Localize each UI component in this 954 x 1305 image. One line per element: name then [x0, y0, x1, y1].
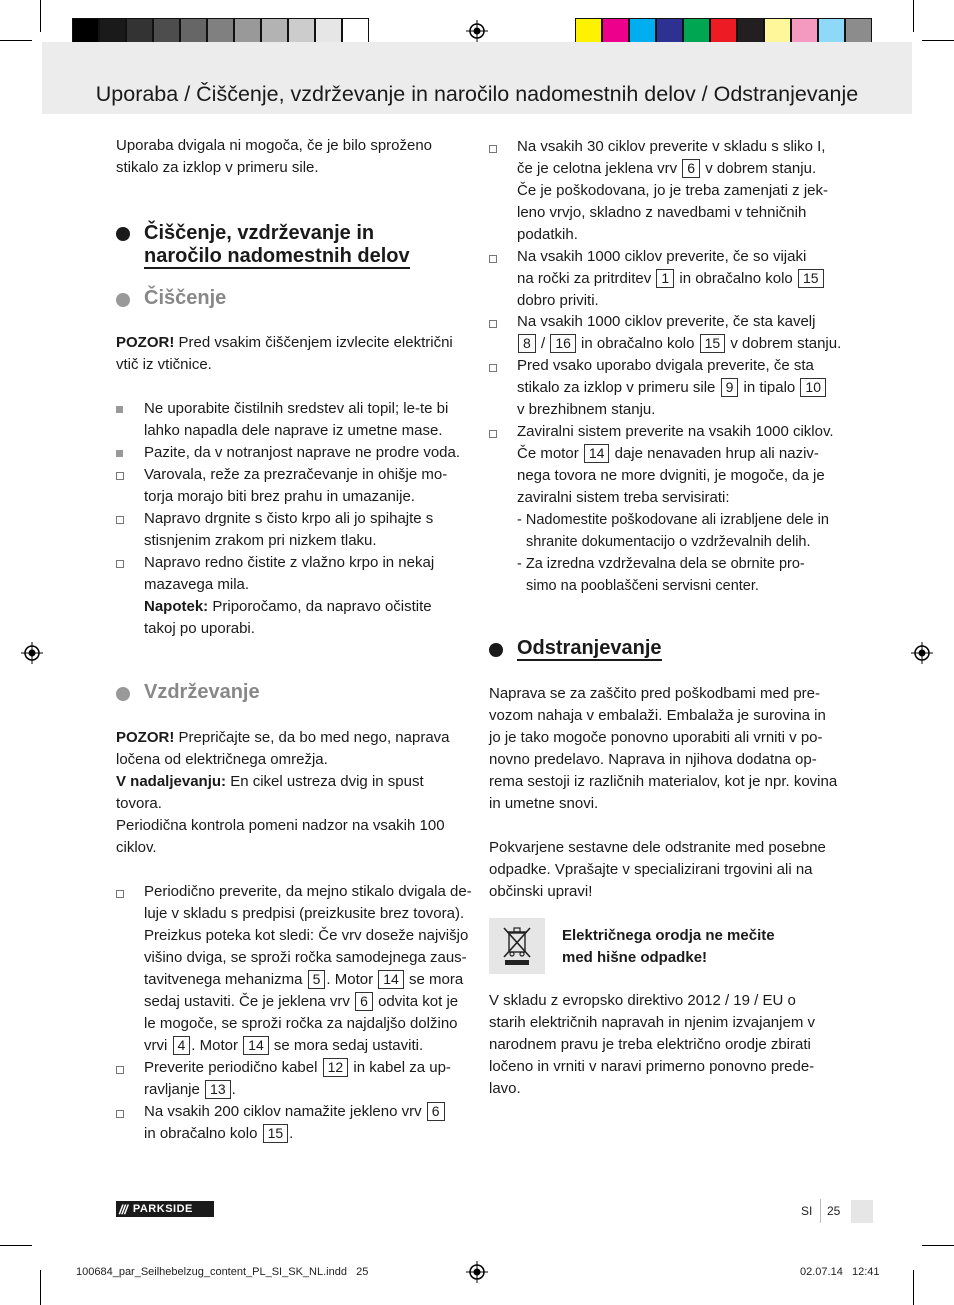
list-item — [144, 881, 474, 1057]
registration-mark-icon — [466, 20, 488, 42]
list-item — [517, 246, 847, 312]
list-text: se mora — [404, 971, 464, 988]
brand-stripes-icon: /// — [119, 1201, 127, 1217]
section-heading-disposal — [517, 637, 662, 660]
list-text: Napravo redno čistite z vlažno krpo in nekaj — [144, 554, 435, 571]
list-text: Če je poškodovana, jo je treba zamenjati z jek- — [517, 182, 829, 199]
part-number: 6 — [682, 159, 700, 178]
paragraph-line: vozom nahaja v embalaži. Embalaža je surovina in — [489, 707, 826, 724]
list-text: luje v skladu s predpisi (preizkusite brez tovora). — [144, 905, 465, 922]
list-text: na ročki za pritrditev — [517, 270, 652, 287]
list-text: daje nenavaden hrup ali naziv- — [610, 445, 819, 462]
heading-bullet-icon — [116, 687, 130, 701]
list-text: Na vsakih 1000 ciklov preverite, če sta kavelj — [517, 313, 816, 330]
weee-warning — [562, 925, 862, 969]
list-text: sedaj ustaviti. Če je jeklena vrv — [144, 993, 350, 1010]
list-text: v brezhibnem stanju. — [517, 401, 656, 418]
checkbox-bullet-icon — [489, 430, 497, 438]
part-number: 4 — [173, 1036, 191, 1055]
color-swatch — [602, 18, 629, 45]
list-text: Varovala, reže za prezračevanje in ohišje mo- — [144, 466, 448, 483]
color-swatch — [629, 18, 656, 45]
warning-text: Prepričajte se, da bo med nego, naprava — [174, 729, 450, 746]
square-bullet-icon — [116, 450, 123, 457]
list-text: Na vsakih 1000 ciklov preverite, če so vijaki — [517, 248, 807, 265]
list-item — [144, 442, 474, 464]
part-number: 6 — [355, 992, 373, 1011]
language-code: SI — [801, 1204, 813, 1218]
list-text: Na vsakih 30 ciklov preverite v skladu s sliko I, — [517, 138, 826, 155]
gray-swatch — [126, 18, 153, 45]
paragraph-line: rema sestoji iz različnih materialov, kot je npr. kovina — [489, 773, 838, 790]
registration-mark-icon — [21, 642, 43, 664]
intro-text: Uporaba dvigala ni mogoča, če je bilo sproženo stikalo za izklop v primeru sile. — [116, 137, 433, 176]
gray-swatch — [261, 18, 288, 45]
paragraph-line: Naprava se za zaščito pred poškodbami med pre- — [489, 685, 820, 702]
print-date: 02.07.14 12:41 — [800, 1266, 880, 1278]
color-swatch — [575, 18, 602, 45]
tip-label: Napotek: — [144, 598, 209, 615]
checkbox-bullet-icon — [116, 472, 124, 480]
list-item — [517, 311, 847, 355]
heading-line-2: naročilo nadomestnih delov — [144, 245, 410, 267]
disposal-paragraph-1 — [489, 683, 849, 815]
list-item — [517, 421, 847, 597]
crop-mark — [0, 40, 32, 41]
list-text: ravljanje — [144, 1081, 200, 1098]
list-text: leno vrvjo, skladno z navedbami v tehničnih — [517, 204, 807, 221]
list-text: in obračalno kolo — [576, 335, 695, 352]
color-swatch — [710, 18, 737, 45]
checkbox-bullet-icon — [489, 145, 497, 153]
brand-name: PARKSIDE — [132, 1203, 193, 1215]
checkbox-bullet-icon — [489, 255, 497, 263]
paragraph-line: narodnem pravu je treba električno orodje zbirati — [489, 1036, 811, 1053]
list-item — [144, 552, 474, 596]
paragraph-line: Pokvarjene sestavne dele odstranite med posebne — [489, 839, 826, 856]
list-text: Pred vsako uporabo dvigala preverite, če sta — [517, 357, 814, 374]
warning-label: POZOR! — [116, 334, 175, 351]
checkbox-bullet-icon — [116, 1110, 124, 1118]
list-text: torja morajo biti brez prahu in umazanije. — [144, 488, 415, 505]
part-number: 1 — [656, 269, 674, 288]
list-text: se mora sedaj ustaviti. — [269, 1037, 424, 1054]
sub-list-text: simo na pooblaščeni servisni center. — [526, 578, 759, 594]
crop-mark — [40, 0, 41, 32]
heading-line-1: Čiščenje, vzdrževanje in — [144, 222, 375, 244]
color-swatch — [683, 18, 710, 45]
crop-mark — [922, 1245, 954, 1246]
sub-list-text: - Nadomestite poškodovane ali izrabljene dele in — [517, 512, 829, 528]
paragraph-line: lavo. — [489, 1080, 521, 1097]
gray-swatch — [72, 18, 99, 45]
list-text: Preverite periodično kabel — [144, 1059, 318, 1076]
list-text: dobro priviti. — [517, 292, 599, 309]
tip-text: Priporočamo, da napravo očistite — [208, 598, 432, 615]
paragraph-line: odpadke. Vprašajte v specializirani trgovini ali na — [489, 861, 813, 878]
part-number: 14 — [584, 444, 610, 463]
tip-text: takoj po uporabi. — [144, 620, 255, 637]
gray-swatch — [288, 18, 315, 45]
list-text: Na vsakih 200 ciklov namažite jekleno vrv — [144, 1103, 422, 1120]
section-heading-maintenance — [144, 222, 410, 268]
list-item — [517, 136, 847, 246]
paragraph-line: V skladu z evropsko direktivo 2012 / 19 / EU o — [489, 992, 796, 1009]
color-swatch — [656, 18, 683, 45]
list-text: mazavega mila. — [144, 576, 250, 593]
paragraph-line: starih električnih napravah in njenim izvajanjem v — [489, 1014, 815, 1031]
color-swatch — [791, 18, 818, 45]
weee-symbol-box — [489, 918, 545, 974]
warning-label: POZOR! — [116, 729, 175, 746]
list-text: . Motor — [326, 971, 374, 988]
gray-swatch — [207, 18, 234, 45]
part-number: 12 — [323, 1058, 349, 1077]
color-swatch — [845, 18, 872, 45]
part-number: 5 — [308, 970, 326, 989]
checkbox-bullet-icon — [116, 890, 124, 898]
registration-mark-icon — [466, 1261, 488, 1283]
warning-text: ločena od električnega omrežja. — [116, 751, 328, 768]
gray-swatch — [234, 18, 261, 45]
list-text: lahko napadla dele naprave iz umetne mase. — [144, 422, 443, 439]
gray-swatch — [99, 18, 126, 45]
crop-mark — [922, 40, 954, 41]
list-item — [517, 355, 847, 421]
part-number: 6 — [427, 1102, 445, 1121]
part-number: 13 — [205, 1080, 231, 1099]
paragraph-line: ločeno in vrniti v naravi primerno ponovno prede- — [489, 1058, 815, 1075]
list-text: Ne uporabite čistilnih sredstev ali topil; le-te bi — [144, 400, 449, 417]
list-text: v dobrem stanju. — [701, 160, 817, 177]
page-tab — [851, 1200, 873, 1223]
list-text: in obračalno kolo — [144, 1125, 258, 1142]
list-text: tavitvenega mehanizma — [144, 971, 303, 988]
color-swatch — [737, 18, 764, 45]
crop-mark — [0, 1245, 32, 1246]
list-text: . — [231, 1081, 236, 1098]
part-number: 15 — [798, 269, 824, 288]
part-number: 9 — [721, 378, 739, 397]
part-number: 14 — [243, 1036, 269, 1055]
registration-mark-icon — [911, 642, 933, 664]
paragraph-line: in umetne snovi. — [489, 795, 599, 812]
page-title: Uporaba / Čiščenje, vzdrževanje in naročilo nadomestnih delov / Odstranjevanje — [95, 82, 859, 106]
heading-bullet-icon — [116, 293, 130, 307]
sub-list-text: - Za izredna vzdrževalna dela se obrnite pro- — [517, 556, 805, 572]
part-number: 16 — [550, 334, 576, 353]
checkbox-bullet-icon — [116, 1066, 124, 1074]
list-text: odvita kot je — [373, 993, 459, 1010]
list-text: Če motor — [517, 445, 579, 462]
list-text: če je celotna jeklena vrv — [517, 160, 678, 177]
part-number: 14 — [378, 970, 404, 989]
list-text: višino dviga, se sproži ročka samodejnega zaus- — [144, 949, 467, 966]
list-text: podatkih. — [517, 226, 578, 243]
periodic-text: ciklov. — [116, 839, 157, 856]
part-number: 15 — [700, 334, 726, 353]
brand-logo — [116, 1201, 214, 1217]
weee-text: med hišne odpadke! — [562, 949, 708, 966]
list-item — [144, 398, 474, 442]
paragraph-line: občinski upravi! — [489, 883, 593, 900]
color-swatch — [818, 18, 845, 45]
subheading-cleaning: Čiščenje — [144, 287, 227, 309]
list-text: nega tovora ne more dvigniti, je mogoče, da je — [517, 467, 825, 484]
list-item — [144, 508, 474, 552]
list-text: stikalo za izklop v primeru sile — [517, 379, 716, 396]
heading-bullet-icon — [489, 643, 503, 657]
gray-swatch — [342, 18, 369, 45]
crop-mark — [40, 1270, 41, 1305]
disposal-paragraph-2 — [489, 837, 849, 903]
tip — [144, 596, 474, 640]
list-text: in obračalno kolo — [675, 270, 793, 287]
intro-paragraph — [116, 135, 466, 179]
list-text: Pazite, da v notranjost naprave ne prodre voda. — [144, 444, 461, 461]
paragraph-line: jo je tako mogoče ponovno uporabiti ali vrniti v po- — [489, 729, 823, 746]
list-text: zaviralni sistem treba servisirati: — [517, 489, 730, 506]
warning-text: Pred vsakim čiščenjem izvlecite električni — [174, 334, 453, 351]
checkbox-bullet-icon — [489, 320, 497, 328]
crop-mark — [913, 0, 914, 32]
warning-text: vtič iz vtičnice. — [116, 356, 212, 373]
list-text: in tipalo — [739, 379, 796, 396]
file-info: 100684_par_Seilhebelzug_content_PL_SI_SK_NL.indd 25 — [76, 1266, 369, 1278]
subheading-maintenance: Vzdrževanje — [144, 681, 260, 703]
periodic-text: Periodična kontrola pomeni nadzor na vsakih 100 — [116, 817, 445, 834]
cleaning-warning — [116, 332, 476, 376]
maintenance-intro — [116, 727, 476, 859]
checkbox-bullet-icon — [116, 516, 124, 524]
gray-swatch — [180, 18, 207, 45]
part-number: 15 — [263, 1124, 289, 1143]
continue-text: En cikel ustreza dvig in spust — [226, 773, 424, 790]
part-number: 8 — [518, 334, 536, 353]
part-number: 10 — [800, 378, 826, 397]
list-item — [144, 464, 474, 508]
paragraph-line: novno predelavo. Naprava in njihova dodatna op- — [489, 751, 817, 768]
continue-text: tovora. — [116, 795, 162, 812]
list-text: Napravo drgnite s čisto krpo ali jo spihajte s — [144, 510, 434, 527]
list-text: stisnjenim zrakom pri nizkem tlaku. — [144, 532, 377, 549]
list-item — [144, 1057, 474, 1101]
list-text: Preizkus poteka kot sledi: Če vrv doseže najvišjo — [144, 927, 469, 944]
checkbox-bullet-icon — [116, 560, 124, 568]
heading-bullet-icon — [116, 227, 130, 241]
list-text: v dobrem stanju. — [726, 335, 842, 352]
crossed-bin-icon — [489, 918, 545, 974]
list-text: . — [289, 1125, 294, 1142]
color-swatch — [764, 18, 791, 45]
checkbox-bullet-icon — [489, 364, 497, 372]
gray-swatch — [153, 18, 180, 45]
weee-text: Električnega orodja ne mečite — [562, 927, 775, 944]
square-bullet-icon — [116, 406, 123, 413]
page-number: 25 — [827, 1204, 841, 1218]
disposal-paragraph-3 — [489, 990, 849, 1100]
list-text: in kabel za up- — [349, 1059, 451, 1076]
crop-mark — [913, 1270, 914, 1305]
list-text: Zaviralni sistem preverite na vsakih 1000 ciklov. — [517, 423, 834, 440]
footer-divider — [820, 1199, 821, 1223]
list-text: vrvi — [144, 1037, 168, 1054]
list-text: le mogoče, se sproži ročka za najdaljšo dolžino — [144, 1015, 458, 1032]
sub-list-text: shranite dokumentacijo o vzdrževalnih delih. — [526, 534, 811, 550]
gray-swatch — [315, 18, 342, 45]
disposal-heading-text: Odstranjevanje — [517, 637, 662, 659]
list-text: . Motor — [191, 1037, 238, 1054]
list-item — [144, 1101, 474, 1145]
list-text: Periodično preverite, da mejno stikalo dvigala de- — [144, 883, 472, 900]
continue-label: V nadaljevanju: — [116, 773, 227, 790]
list-text: / — [536, 335, 550, 352]
